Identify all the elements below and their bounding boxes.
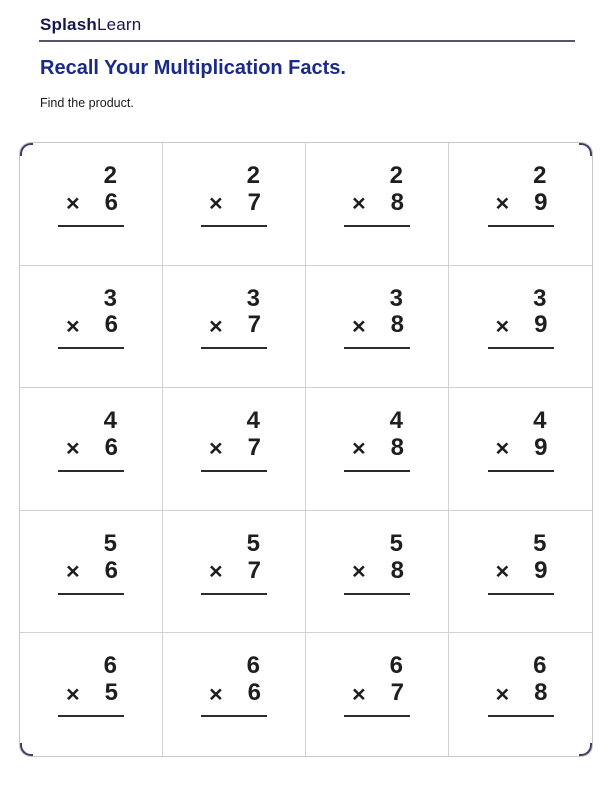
bottom-operand: 6 (104, 556, 118, 584)
bottom-operand: 7 (247, 556, 261, 584)
answer-space (344, 472, 410, 510)
problem-cell (20, 388, 163, 511)
problem-cell (306, 143, 449, 266)
header-divider (39, 40, 575, 42)
multiplication-problem (201, 408, 267, 472)
top-operand: 2 (103, 162, 117, 189)
problem-cell (163, 266, 306, 389)
multiply-icon: × (66, 435, 80, 462)
corner-mark-bottom-right (579, 743, 592, 756)
instruction-text: Find the product. (40, 96, 134, 110)
multiply-icon: × (66, 680, 80, 707)
bottom-operand: 8 (390, 556, 404, 584)
bottom-operand: 6 (104, 311, 118, 339)
multiply-icon: × (209, 680, 223, 707)
multiply-icon: × (352, 190, 366, 217)
answer-space (344, 717, 410, 756)
top-operand: 3 (103, 284, 117, 312)
multiply-icon: × (209, 557, 223, 584)
answer-space (201, 717, 267, 756)
problem-cell (163, 388, 306, 511)
top-operand: 6 (389, 652, 403, 680)
multiplication-problem (488, 653, 554, 717)
splashlearn-logo (40, 15, 141, 35)
multiplication-problem (488, 286, 554, 350)
answer-space (344, 349, 410, 387)
answer-space (488, 595, 554, 633)
logo-text-regular: Learn (96, 15, 142, 34)
multiplication-problem (58, 163, 124, 227)
problem-cell (306, 266, 449, 389)
bottom-operand: 8 (390, 434, 404, 462)
multiply-icon: × (209, 312, 223, 339)
multiplication-problem (58, 653, 124, 717)
corner-mark-top-right (579, 143, 592, 156)
problem-cell (20, 511, 163, 634)
multiply-icon: × (495, 190, 510, 217)
bottom-operand: 5 (104, 679, 118, 707)
multiplication-problem (201, 531, 267, 595)
bottom-operand: 9 (534, 311, 548, 339)
bottom-operand: 6 (104, 434, 118, 462)
multiplication-problem (201, 653, 267, 717)
multiply-icon: × (66, 190, 80, 217)
bottom-operand: 7 (390, 679, 404, 707)
multiplication-problem (488, 163, 554, 227)
problem-cell (306, 388, 449, 511)
top-operand: 4 (103, 407, 117, 435)
page-title: Recall Your Multiplication Facts. (40, 57, 346, 79)
multiply-icon: × (352, 680, 366, 707)
top-operand: 2 (246, 162, 260, 189)
multiplication-problem (201, 286, 267, 350)
multiply-icon: × (209, 435, 223, 462)
top-operand: 3 (389, 284, 403, 312)
bottom-operand: 7 (247, 311, 261, 339)
bottom-operand: 8 (534, 679, 548, 707)
bottom-operand: 9 (534, 188, 548, 216)
top-operand: 4 (246, 407, 260, 435)
top-operand: 4 (389, 407, 403, 435)
problem-cell (306, 633, 449, 756)
bottom-operand: 7 (247, 434, 261, 462)
answer-space (58, 595, 124, 633)
top-operand: 2 (533, 162, 547, 189)
multiplication-problem (344, 653, 410, 717)
answer-space (58, 349, 124, 387)
bottom-operand: 6 (104, 188, 118, 216)
multiply-icon: × (495, 435, 510, 462)
answer-space (58, 472, 124, 510)
multiplication-problem (344, 531, 410, 595)
problem-cell (449, 511, 592, 634)
problem-cell (20, 266, 163, 389)
problem-cell (163, 143, 306, 266)
multiply-icon: × (495, 312, 510, 339)
problem-cell (449, 388, 592, 511)
corner-mark-bottom-left (20, 743, 33, 756)
multiplication-problem (201, 163, 267, 227)
top-operand: 6 (533, 652, 547, 680)
bottom-operand: 6 (247, 679, 261, 707)
multiplication-problem (488, 531, 554, 595)
problem-cell (20, 143, 163, 266)
top-operand: 5 (103, 529, 117, 557)
multiply-icon: × (495, 680, 510, 707)
answer-space (344, 227, 410, 265)
multiplication-problem (344, 163, 410, 227)
multiply-icon: × (352, 312, 366, 339)
multiply-icon: × (495, 557, 510, 584)
bottom-operand: 9 (534, 556, 548, 584)
answer-space (488, 472, 554, 510)
multiply-icon: × (352, 435, 366, 462)
logo-text-bold: Splash (40, 15, 97, 34)
top-operand: 5 (389, 529, 403, 557)
problem-cell (449, 633, 592, 756)
answer-space (201, 472, 267, 510)
bottom-operand: 9 (534, 434, 548, 462)
answer-space (488, 227, 554, 265)
problem-cell (20, 633, 163, 756)
multiplication-problem (58, 531, 124, 595)
problem-cell (449, 143, 592, 266)
multiplication-problem (344, 408, 410, 472)
problem-cell (306, 511, 449, 634)
problem-cell (163, 633, 306, 756)
top-operand: 5 (246, 529, 260, 557)
top-operand: 5 (533, 529, 547, 557)
bottom-operand: 8 (390, 311, 404, 339)
answer-space (488, 349, 554, 387)
bottom-operand: 8 (390, 188, 404, 216)
answer-space (201, 227, 267, 265)
multiplication-problem (344, 286, 410, 350)
problems-grid (19, 142, 593, 757)
multiplication-problem (58, 408, 124, 472)
answer-space (344, 595, 410, 633)
answer-space (201, 349, 267, 387)
bottom-operand: 7 (247, 188, 261, 216)
answer-space (201, 595, 267, 633)
problem-cell (163, 511, 306, 634)
problem-cell (449, 266, 592, 389)
top-operand: 4 (533, 407, 547, 435)
top-operand: 6 (246, 652, 260, 680)
answer-space (488, 717, 554, 756)
top-operand: 3 (533, 284, 547, 312)
top-operand: 3 (246, 284, 260, 312)
top-operand: 6 (103, 652, 117, 680)
problems-sheet (19, 142, 593, 757)
answer-space (58, 227, 124, 265)
multiply-icon: × (352, 557, 366, 584)
answer-space (58, 717, 124, 756)
top-operand: 2 (389, 162, 403, 189)
multiply-icon: × (209, 190, 223, 217)
multiply-icon: × (66, 557, 80, 584)
multiply-icon: × (66, 312, 80, 339)
multiplication-problem (488, 408, 554, 472)
multiplication-problem (58, 286, 124, 350)
